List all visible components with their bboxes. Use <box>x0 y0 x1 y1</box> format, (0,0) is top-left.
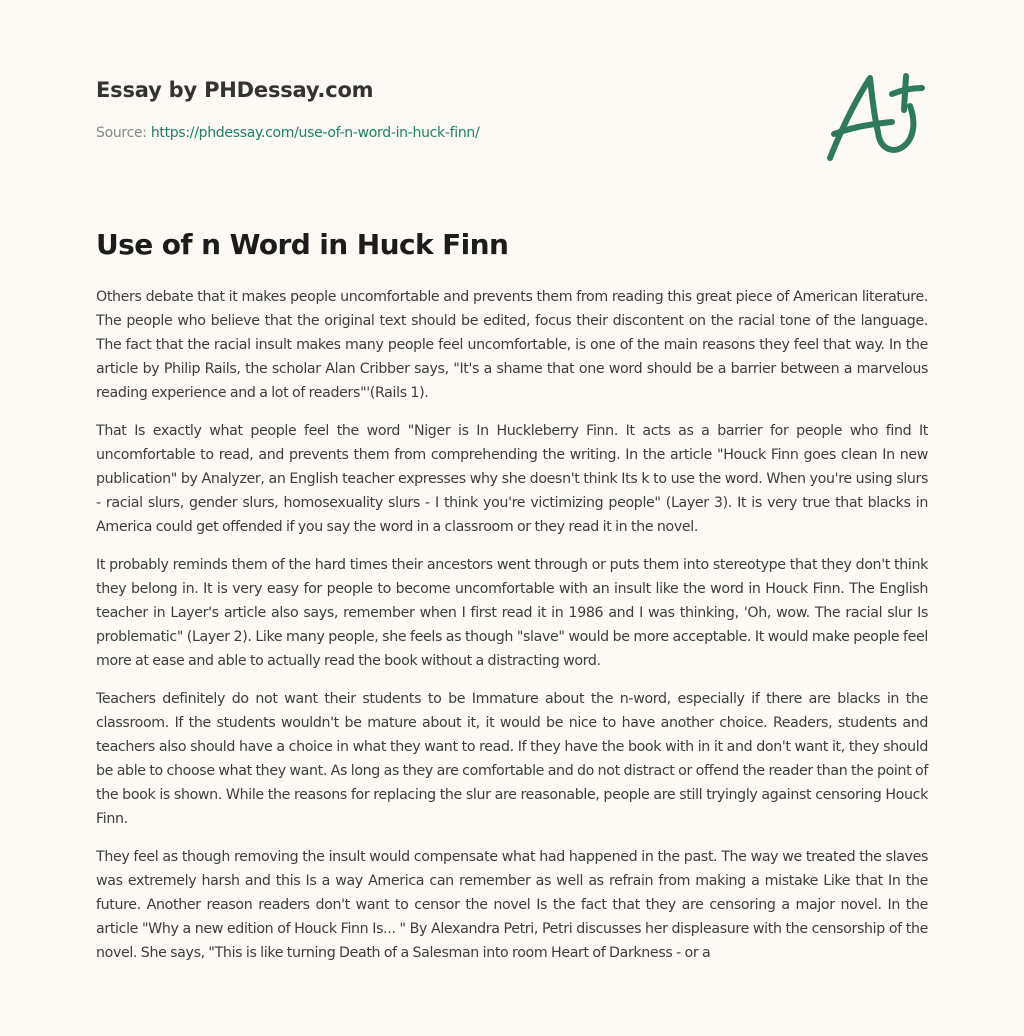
essay-paragraph: Teachers definitely do not want their students to be Immature about the n-word, especially if there are blacks in the classroom. If the students wouldn't be mature about it, it would be nice to have another choice. Readers, students and teachers also should have a choice in what they want to read. If they have the book with in it and don't want it, they should be able to choose what they want. As long as they are comfortable and do not distract or offend the reader than the point of the book is shown. While the reasons for replacing the slur are reasonable, people are still tryingly against censoring Houck Finn. <box>96 691 929 827</box>
essay-paragraph: It probably reminds them of the hard times their ancestors went through or puts them into stereotype that they don't think they belong in. It is very easy for people to become uncomfortable with an insult like the word in Houck Finn. The English teacher in Layer's article also says, remember when I first read it in 1986 and I was thinking, 'Oh, wow. The racial slur Is problematic" (Layer 2). Like many people, she feels as though "slave" would be more acceptable. It would make people feel more at ease and able to actually read the book without a distracting word. <box>96 557 928 669</box>
essay-paragraph: They feel as though removing the insult would compensate what had happened in the past. The way we treated the slaves was extremely harsh and this Is a way America can remember as well as refrain from making a mistake Like that In the future. Another reason readers don't want to censor the novel Is the fact that they are censoring a major novel. In the article "Why a new edition of Houck Finn Is... " By Alexandra Petri, Petri discusses her displeasure with the censorship of the novel. She says, "This is like turning Death of a Salesman into room Heart of Darkness - or a <box>96 849 928 961</box>
page-header <box>96 76 928 141</box>
a-plus-grade-icon <box>820 66 930 166</box>
source-line <box>96 123 479 143</box>
essay-title: Use of n Word in Huck Finn <box>96 228 509 261</box>
essay-paragraph: That Is exactly what people feel the word "Niger is In Huckleberry Finn. It acts as a barrier for people who find It uncomfortable to read, and prevents them from comprehending the writing. In the article "Houck Finn goes clean In new publication" by Analyzer, an English teacher expresses why she doesn't think Its k to use the word. When you're using slurs - racial slurs, gender slurs, homosexuality slurs - I think you're victimizing people" (Layer 3). It is very true that blacks in America could get offended if you say the word in a classroom or they read it in the novel. <box>96 423 928 535</box>
essay-paragraph: Others debate that it makes people uncomfortable and prevents them from reading this great piece of American literature. The people who believe that the original text should be edited, focus their discontent on the racial tone of the language. The fact that the racial insult makes many people feel uncomfortable, is one of the main reasons they feel that way. In the article by Philip Rails, the scholar Alan Cribber says, "It's a shame that one word should be a barrier between a marvelous reading experience and a lot of readers"'(Rails 1). <box>96 289 928 401</box>
source-link[interactable]: https://phdessay.com/use-of-n-word-in-huck-finn/ <box>150 125 480 141</box>
essay-body <box>96 285 928 979</box>
site-title: Essay by PHDessay.com <box>96 78 374 102</box>
source-label: Source: <box>96 125 147 141</box>
